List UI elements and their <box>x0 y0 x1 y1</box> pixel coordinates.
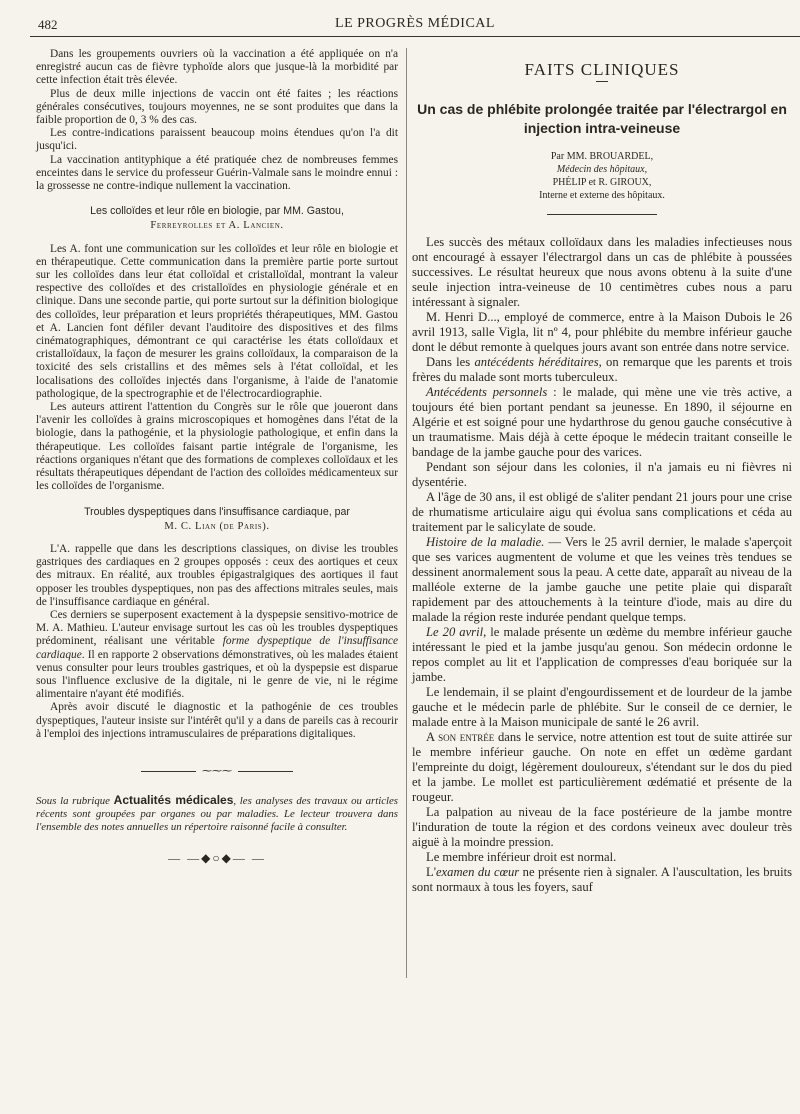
italic-run: Histoire de la maladie. <box>426 535 545 549</box>
article-title: Un cas de phlébite prolongée traitée par l'électrargol en injection intra-veineuse <box>417 101 787 136</box>
byline: Médecin des hôpitaux, <box>556 164 648 175</box>
page-number: 482 <box>38 17 58 32</box>
paragraph <box>36 609 398 701</box>
paragraph: Les contre-indications paraissent beaucoup moins étendues qu'on l'a dit jusqu'ici. <box>36 127 398 153</box>
byline: PHÉLIP et R. GIROUX, <box>552 177 652 188</box>
paragraph: Les auteurs attirent l'attention du Congrès sur le rôle que joueront dans l'avenir les colloïdes à grains microscopiques et homogènes dans l'état de la biologie, dans la pathogénie, et la physiologie pathologique, et enfin dans la thérapeutique. Les colloïdes faisant partie intégrale de l'organisme, les réactions organiques n'étant que des formations de complexes colloïdaux et les résultats thérapeutiques dépendant de l'action des colloïdes médicamenteux sur les colloïdes de l'organisme. <box>36 401 398 493</box>
text-run: Dans les <box>426 355 475 369</box>
text-run: — Vers le 25 avril dernier, le malade s'aperçoit que ses varices augmentent de volume et que les veines très tendues se dessinent anormalement sous la peau. A cette date, apparaît au niveau de la malléole externe de la jambe gauche une petite plaie qui disparaît rapidement par des attouchements à la teinture d'iode, mais au dire du malade la région reste indurée pendant quelque temps. <box>412 535 792 624</box>
section-authors: M. C. Lian (de Paris). <box>164 520 270 532</box>
paragraph: Pendant son séjour dans les colonies, il n'a jamais eu ni fièvres ni dysentérie. <box>412 460 792 489</box>
paragraph <box>412 355 792 385</box>
section-title-troubles: Troubles dyspeptiques dans l'insuffisance cardiaque, par <box>84 505 350 518</box>
paragraph: Dans les groupements ouvriers où la vaccination a été appliquée on n'a enregistré aucun cas de fièvre typhoïde alors que jusque-là la morbidité par cette infection était très élevée. <box>36 48 398 87</box>
paragraph <box>412 385 792 460</box>
paragraph: A l'âge de 30 ans, il est obligé de s'aliter pendant 21 jours pour une crise de rhumatisme articulaire aigu qui évolua sans complications et céda au traitement par le salicylate de soude. <box>412 490 792 534</box>
text-run: . Il en rapporte 2 observations démonstratives, où les malades étaient venus consulter pour leurs troubles gastriques, et où la dyspepsie est disparue sous l'influence exclusive de la digitale, ni le genre de vie, ni le régime alimentaire n'ayant été modifiés. <box>36 648 398 701</box>
paragraph: Le membre inférieur droit est normal. <box>426 850 617 864</box>
italic-run: antécédents héréditaires <box>474 355 599 369</box>
divider-ornament: ⁓⁓⁓ <box>36 765 398 778</box>
text-run: , les analyses des travaux ou articles récents sont groupées par organes ou par maladies. Le lecteur trouvera dans l'ensemble des notes annuelles un répertoire raisonné facile à consulter. <box>36 795 398 834</box>
paragraph <box>412 625 792 685</box>
paragraph: Les succès des métaux colloïdaux dans les maladies infectieuses nous ont encouragé à essayer l'électrargol dans un cas de phlébite à poussées successives. Le résultat heureux que nous avons obtenu à la suite d'une seule injection intra-veineuse de 10 centimètres cubes nous a paru intéressant à signaler. <box>412 235 792 309</box>
italic-run: Antécédents personnels <box>426 385 548 399</box>
paragraph: M. Henri D..., employé de commerce, entre à la Maison Dubois le 26 avril 1913, salle Vigla, lit nº 4, pour phlébite du membre inférieur gauche dont le début remonte à quelques jours avant son entrée dans notre service. <box>412 310 792 354</box>
text-run: : le malade, qui mène une vie très active, a toujours été bien portant pendant sa jeunesse. En 1890, il séjourne en Algérie et est soigné pour une hydarthrose du genou gauche consécutive à un traumatisme. Mais déjà à cette époque le médecin traitant conseille le bandage de la jambe gauche pour des varices. <box>412 385 792 459</box>
paragraph <box>412 865 792 895</box>
section-heading: FAITS CLINIQUES <box>524 60 680 79</box>
byline: Interne et externe des hôpitaux. <box>539 190 665 201</box>
byline: Par MM. BROUARDEL, <box>550 151 654 162</box>
right-column <box>412 48 792 895</box>
italic-run: Le 20 avril <box>426 625 484 639</box>
text-run: dans le service, notre attention est tout de suite attirée sur le membre inférieur gauche. On note en effet un œdème gardant l'empreinte du doigt, légèrement douloureux, s'étendant sur le dos du pied et la jambe. Le mollet est particulièrement œdématié et présente de la rougeur. <box>412 730 792 804</box>
paragraph: Les A. font une communication sur les colloïdes et leur rôle en biologie et en thérapeutique. Cette communication dans la première partie porte surtout sur les colloïdes dans leur état colloïdal et cristalloïdal, montrant la valeur respective des colloïdes et des cristalloïdes en physiologie générale et en clinique. Dans une seconde partie, qui porte surtout sur la définition biologique des colloïdes, leur préparation et leurs propriétés thérapeutiques, MM. Gastou et A. Lancien font défiler devant l'auditoire des dispositives et des films cinématographiques, démontrant ce qui caractérise les états colloïdaux et cristalloïdaux, la façon de mesurer les grains colloïdaux, la comparaison de la toxicité des sels cristallins et des mêmes sels à l'état colloïdal, et les localisations des colloïdes injectés dans l'organisme, à l'aide de l'anatomie pathologique, de la spectrographie et de l'électrocardiographie. <box>36 242 398 400</box>
divider <box>596 81 608 82</box>
rubric-note <box>36 794 398 834</box>
paragraph: La palpation au niveau de la face postérieure de la jambe montre l'induration de toute la région et des cordons veineux avec douleur très aiguë à la moindre pression. <box>412 805 792 849</box>
italic-run: examen du cœur <box>435 865 520 879</box>
paragraph: Après avoir discuté le diagnostic et la pathogénie de ces troubles dyspeptiques, l'auteur insiste sur l'intérêt qu'il y a dans de pareils cas à recourir à l'emploi des injections intramusculaires de préparations digitaliques. <box>36 701 398 740</box>
text-run: Ces derniers se superposent exactement à la dyspepsie sensitivo-motrice de M. A. Mathieu. L'auteur envisage surtout les cas où les troubles dyspeptiques prédominent, réalisant une véritable <box>36 608 398 648</box>
text-run: ne présente rien à signaler. A l'auscultation, les bruits sont normaux à tous les foyers, sauf <box>412 865 792 894</box>
text-run: Sous la rubrique <box>36 795 114 808</box>
end-ornament: — —◆○◆— — <box>168 851 266 866</box>
page-header <box>30 12 800 37</box>
italic-run: forme dyspeptique de l'insuffisance cardiaque <box>36 635 399 661</box>
paragraph <box>412 730 792 805</box>
text-run: L' <box>426 865 436 879</box>
paragraph: Plus de deux mille injections de vaccin ont été faites ; les réactions générales consécutives, toujours moyennes, ne se sont produites que dans la faible proportion de 0, 3 % des cas. <box>36 87 398 127</box>
text-run: , on remarque que les parents et trois frères du malade sont morts tuberculeux. <box>412 355 792 384</box>
paragraph <box>412 535 792 625</box>
paragraph: L'A. rappelle que dans les descriptions classiques, on divise les troubles gastriques des cardiaques en 2 groupes opposés : ceux des aortiques et ceux des mitraux. En réalité, aux troubles épigastralgiques des aortiques il faut opposer les troubles dyspeptiques, non pas des affections mitrales seules, mais de l'insuffisance cardiaque en général. <box>36 542 398 608</box>
paragraph: La vaccination antityphique a été pratiquée chez de nombreuses femmes enceintes dans le service du professeur Guérin-Valmale sans le moindre ennui : la grossesse ne contre-indique nullement la vaccination. <box>36 153 398 193</box>
running-title: LE PROGRÈS MÉDICAL <box>335 16 495 31</box>
section-authors: Ferreyrolles et A. Lancien. <box>150 220 284 232</box>
text-run: , le malade présente un œdème du membre inférieur gauche intéressant le pied et la jambe jusqu'au genou. Son médecin ordonne le repos complet au lit et l'application de compresses d'eau boriquée sur la jambe. <box>412 625 792 684</box>
left-column <box>36 48 407 978</box>
paragraph: Le lendemain, il se plaint d'engourdissement et de lourdeur de la jambe gauche et le médecin parle de phlébite. Sur le conseil de ce dernier, le malade entre à la Maison municipale de santé le 26 avril. <box>412 685 792 729</box>
smallcaps-run: A son entrée <box>426 730 495 744</box>
section-title-colloides: Les colloïdes et leur rôle en biologie, par MM. Gastou, <box>90 205 344 218</box>
bold-run: Actualités médicales <box>113 793 234 808</box>
divider <box>547 214 657 215</box>
